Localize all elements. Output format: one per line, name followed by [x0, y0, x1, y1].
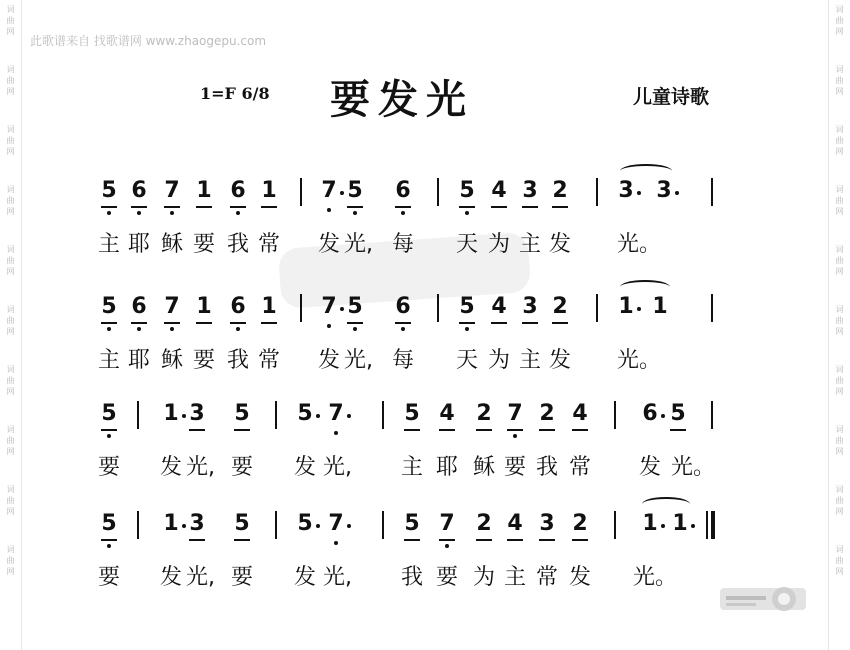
eighth-underline: [459, 322, 475, 324]
augmentation-dot: [316, 524, 320, 528]
margin-strip-char: 词: [835, 5, 844, 14]
low-octave-dot: [465, 327, 469, 331]
eighth-underline: [347, 322, 363, 324]
lyric-syllable: 我: [226, 232, 249, 257]
margin-strip-char: 词: [6, 5, 15, 14]
eighth-underline: [552, 206, 568, 208]
note: 5: [343, 294, 367, 320]
margin-strip-char: 网: [6, 507, 15, 516]
note: 2: [568, 511, 592, 537]
lyric-syllable: 光,: [344, 348, 373, 373]
margin-strip-char: 曲: [6, 76, 15, 85]
margin-strip-char: 曲: [835, 556, 844, 565]
note: 4: [568, 401, 592, 427]
low-octave-dot: [334, 431, 338, 435]
low-octave-dot: [107, 434, 111, 438]
note: 7: [435, 511, 459, 537]
margin-strip-block: [7, 64, 15, 124]
margin-strip-char: 曲: [6, 136, 15, 145]
lyric-syllable: 耶: [127, 232, 150, 257]
margin-strip-char: 词: [6, 65, 15, 74]
score-row: [0, 393, 850, 493]
margin-strip-char: 词: [6, 245, 15, 254]
margin-strip-char: 曲: [6, 16, 15, 25]
final-barline-thick: [711, 511, 715, 539]
note: 6: [642, 401, 658, 426]
low-octave-dot: [465, 211, 469, 215]
eighth-underline: [261, 322, 277, 324]
note: 6: [127, 294, 151, 320]
source-note: 此歌谱来自 找歌谱网 www.zhaogepu.com: [30, 34, 267, 48]
margin-strip-char: 词: [6, 125, 15, 134]
eighth-underline: [404, 539, 420, 541]
lyric-syllable: 光。: [633, 565, 678, 590]
lyric-syllable: 我: [535, 455, 558, 480]
low-octave-dot: [401, 211, 405, 215]
margin-strip-char: 网: [835, 327, 844, 336]
low-octave-dot: [445, 544, 449, 548]
barline: [137, 401, 139, 429]
eighth-underline: [476, 539, 492, 541]
margin-strip-char: 词: [6, 545, 15, 554]
note: 3: [656, 178, 672, 203]
eighth-underline: [439, 429, 455, 431]
eighth-underline: [230, 322, 246, 324]
eighth-underline: [395, 322, 411, 324]
note: 5: [455, 178, 479, 204]
margin-strip-char: 词: [835, 65, 844, 74]
eighth-underline: [476, 429, 492, 431]
margin-strip-char: 曲: [835, 436, 844, 445]
low-octave-dot: [353, 211, 357, 215]
note: 5: [343, 178, 367, 204]
lyric-syllable: 光,: [186, 565, 215, 590]
eighth-underline: [539, 539, 555, 541]
note: 5: [297, 401, 313, 426]
eighth-underline: [572, 539, 588, 541]
low-octave-dot: [353, 327, 357, 331]
margin-strip-char: 网: [835, 447, 844, 456]
barline: [711, 294, 713, 322]
note: 1: [163, 511, 179, 536]
margin-strip-char: 曲: [6, 316, 15, 325]
lyric-syllable: 常: [568, 455, 591, 480]
lyric-syllable: 光,: [344, 232, 373, 257]
lyric-syllable: 光,: [186, 455, 215, 480]
margin-strip-char: 曲: [835, 196, 844, 205]
note: 6: [226, 178, 250, 204]
margin-strip-char: 词: [835, 185, 844, 194]
lyric-syllable: 光。: [617, 348, 662, 373]
barline: [437, 178, 439, 206]
barline: [382, 401, 384, 429]
note: 6: [127, 178, 151, 204]
eighth-underline: [164, 322, 180, 324]
lyric-syllable: 要: [192, 232, 215, 257]
eighth-underline: [131, 206, 147, 208]
eighth-underline: [234, 429, 250, 431]
margin-strip-char: 词: [835, 305, 844, 314]
barline: [596, 294, 598, 322]
note: 1: [642, 511, 658, 536]
lyric-syllable: 要: [97, 455, 120, 480]
low-octave-dot: [327, 208, 331, 212]
low-octave-dot: [170, 211, 174, 215]
note: 3: [185, 401, 209, 427]
margin-strip-char: 词: [6, 485, 15, 494]
note: 2: [535, 401, 559, 427]
margin-strip-char: 词: [6, 425, 15, 434]
low-octave-dot: [401, 327, 405, 331]
note: 4: [435, 401, 459, 427]
note: 3: [185, 511, 209, 537]
lyric-syllable: 主: [518, 232, 541, 257]
note: 6: [391, 178, 415, 204]
barline: [437, 294, 439, 322]
eighth-underline: [539, 429, 555, 431]
lyric-syllable: 发: [638, 455, 661, 480]
margin-strip-char: 网: [6, 147, 15, 156]
lyric-syllable: 发: [317, 348, 340, 373]
eighth-underline: [404, 429, 420, 431]
lyric-syllable: 主: [518, 348, 541, 373]
note: 5: [400, 401, 424, 427]
tie-arc: [620, 164, 672, 178]
low-octave-dot: [334, 541, 338, 545]
eighth-underline: [572, 429, 588, 431]
augmentation-dot: [316, 414, 320, 418]
lyric-syllable: 每: [391, 232, 414, 257]
lyric-syllable: 光。: [671, 455, 716, 480]
margin-strip-char: 词: [6, 305, 15, 314]
lyric-syllable: 发: [293, 565, 316, 590]
margin-strip-block: [7, 4, 15, 64]
margin-strip-char: 词: [835, 365, 844, 374]
lyric-syllable: 要: [503, 455, 526, 480]
low-octave-dot: [170, 327, 174, 331]
augmentation-dot: [661, 414, 665, 418]
note: 1: [257, 294, 281, 320]
barline: [711, 178, 713, 206]
margin-strip-char: 网: [6, 87, 15, 96]
margin-strip-char: 词: [835, 245, 844, 254]
margin-strip-char: 网: [6, 27, 15, 36]
lyric-syllable: 发: [317, 232, 340, 257]
note: 5: [97, 178, 121, 204]
eighth-underline: [196, 322, 212, 324]
margin-strip-char: 网: [835, 267, 844, 276]
margin-strip-char: 网: [835, 147, 844, 156]
lyric-syllable: 我: [226, 348, 249, 373]
lyric-syllable: 要: [230, 455, 253, 480]
lyric-syllable: 发: [568, 565, 591, 590]
note: 5: [97, 294, 121, 320]
margin-strip-char: 词: [835, 425, 844, 434]
margin-strip-char: 曲: [835, 76, 844, 85]
note: 5: [97, 511, 121, 537]
lyric-syllable: 发: [159, 455, 182, 480]
note: 1: [163, 401, 179, 426]
eighth-underline: [189, 539, 205, 541]
margin-strip-char: 网: [6, 387, 15, 396]
augmentation-dot: [637, 191, 641, 195]
margin-strip-char: 词: [835, 545, 844, 554]
site-logo: [720, 580, 806, 618]
margin-strip-char: 网: [835, 507, 844, 516]
note: 3: [518, 294, 542, 320]
barline: [614, 401, 616, 429]
lyric-syllable: 常: [535, 565, 558, 590]
note: 1: [257, 178, 281, 204]
lyric-syllable: 发: [548, 348, 571, 373]
eighth-underline: [131, 322, 147, 324]
lyric-syllable: 为: [472, 565, 495, 590]
note: 7: [317, 178, 341, 204]
barline: [300, 294, 302, 322]
low-octave-dot: [236, 211, 240, 215]
eighth-underline: [459, 206, 475, 208]
eighth-underline: [522, 206, 538, 208]
low-octave-dot: [107, 211, 111, 215]
eighth-underline: [189, 429, 205, 431]
note: 5: [666, 401, 690, 427]
augmentation-dot: [691, 524, 695, 528]
note: 5: [97, 401, 121, 427]
note: 7: [324, 511, 348, 537]
note: 3: [618, 178, 634, 203]
note: 1: [652, 294, 668, 319]
note: 6: [226, 294, 250, 320]
margin-strip-char: 曲: [835, 16, 844, 25]
margin-strip-char: 词: [6, 185, 15, 194]
lyricist-label: 儿童诗歌: [633, 86, 710, 108]
margin-strip-char: 曲: [835, 256, 844, 265]
barline: [300, 178, 302, 206]
final-barline-thin: [706, 511, 708, 539]
lyric-syllable: 每: [391, 348, 414, 373]
margin-strip-block: [836, 4, 844, 64]
note: 6: [391, 294, 415, 320]
barline: [137, 511, 139, 539]
margin-strip-char: 网: [835, 567, 844, 576]
lyric-syllable: 为: [487, 232, 510, 257]
lyric-syllable: 光,: [323, 565, 352, 590]
eighth-underline: [522, 322, 538, 324]
eighth-underline: [507, 429, 523, 431]
barline: [275, 511, 277, 539]
eighth-underline: [552, 322, 568, 324]
augmentation-dot: [661, 524, 665, 528]
lyric-syllable: 我: [400, 565, 423, 590]
note: 7: [503, 401, 527, 427]
lyric-syllable: 主: [97, 232, 120, 257]
note: 1: [192, 178, 216, 204]
lyric-syllable: 主: [503, 565, 526, 590]
margin-strip-char: 曲: [6, 376, 15, 385]
augmentation-dot: [637, 307, 641, 311]
key-signature: 1=F 6/8: [200, 84, 270, 103]
margin-strip-char: 网: [6, 207, 15, 216]
eighth-underline: [347, 206, 363, 208]
margin-strip-char: 曲: [835, 496, 844, 505]
lyric-syllable: 耶: [435, 455, 458, 480]
margin-strip-char: 网: [835, 207, 844, 216]
eighth-underline: [507, 539, 523, 541]
note: 5: [230, 511, 254, 537]
margin-strip-char: 网: [835, 87, 844, 96]
note: 5: [400, 511, 424, 537]
lyric-syllable: 天: [455, 348, 478, 373]
eighth-underline: [491, 206, 507, 208]
note: 7: [324, 401, 348, 427]
margin-strip-char: 网: [835, 27, 844, 36]
note: 5: [297, 511, 313, 536]
margin-strip-char: 曲: [6, 256, 15, 265]
barline: [596, 178, 598, 206]
lyric-syllable: 耶: [127, 348, 150, 373]
eighth-underline: [196, 206, 212, 208]
barline: [614, 511, 616, 539]
low-octave-dot: [513, 434, 517, 438]
lyric-syllable: 发: [293, 455, 316, 480]
score-row: [0, 286, 850, 386]
augmentation-dot: [675, 191, 679, 195]
eighth-underline: [101, 206, 117, 208]
note: 7: [317, 294, 341, 320]
note: 2: [472, 401, 496, 427]
note: 1: [618, 294, 634, 319]
low-octave-dot: [107, 327, 111, 331]
margin-strip-char: 曲: [835, 316, 844, 325]
score-row: [0, 170, 850, 270]
lyric-syllable: 主: [97, 348, 120, 373]
lyric-syllable: 常: [257, 232, 280, 257]
lyric-syllable: 要: [230, 565, 253, 590]
note: 2: [472, 511, 496, 537]
eighth-underline: [670, 429, 686, 431]
lyric-syllable: 常: [257, 348, 280, 373]
lyric-syllable: 发: [548, 232, 571, 257]
note: 2: [548, 294, 572, 320]
low-octave-dot: [137, 211, 141, 215]
margin-strip-char: 词: [835, 125, 844, 134]
low-octave-dot: [236, 327, 240, 331]
lyric-syllable: 为: [487, 348, 510, 373]
note: 7: [160, 178, 184, 204]
margin-strip-char: 曲: [835, 136, 844, 145]
note: 1: [192, 294, 216, 320]
note: 4: [487, 294, 511, 320]
margin-strip-char: 网: [6, 567, 15, 576]
note: 3: [518, 178, 542, 204]
eighth-underline: [101, 322, 117, 324]
tie-arc: [620, 280, 670, 294]
margin-strip-char: 曲: [6, 196, 15, 205]
eighth-underline: [395, 206, 411, 208]
page-title: 要发光: [330, 77, 474, 123]
augmentation-dot: [347, 414, 351, 418]
eighth-underline: [261, 206, 277, 208]
low-octave-dot: [107, 544, 111, 548]
barline: [275, 401, 277, 429]
margin-strip-char: 网: [6, 327, 15, 336]
note: 4: [503, 511, 527, 537]
eighth-underline: [491, 322, 507, 324]
low-octave-dot: [137, 327, 141, 331]
augmentation-dot: [347, 524, 351, 528]
barline: [382, 511, 384, 539]
lyric-syllable: 天: [455, 232, 478, 257]
note: 3: [535, 511, 559, 537]
lyric-syllable: 要: [97, 565, 120, 590]
lyric-syllable: 主: [400, 455, 423, 480]
margin-strip-char: 曲: [835, 376, 844, 385]
lyric-syllable: 稣: [160, 232, 183, 257]
eighth-underline: [439, 539, 455, 541]
margin-strip-char: 词: [6, 365, 15, 374]
margin-strip-char: 网: [6, 267, 15, 276]
lyric-syllable: 稣: [160, 348, 183, 373]
lyric-syllable: 要: [192, 348, 215, 373]
margin-strip-char: 网: [6, 447, 15, 456]
eighth-underline: [101, 539, 117, 541]
note: 7: [160, 294, 184, 320]
lyric-syllable: 发: [159, 565, 182, 590]
margin-strip-char: 词: [835, 485, 844, 494]
eighth-underline: [101, 429, 117, 431]
note: 5: [455, 294, 479, 320]
note: 5: [230, 401, 254, 427]
eighth-underline: [230, 206, 246, 208]
margin-strip-char: 曲: [6, 496, 15, 505]
margin-strip-char: 网: [835, 387, 844, 396]
note: 2: [548, 178, 572, 204]
margin-strip-char: 曲: [6, 436, 15, 445]
margin-strip-char: 曲: [6, 556, 15, 565]
note: 1: [672, 511, 688, 536]
eighth-underline: [164, 206, 180, 208]
low-octave-dot: [327, 324, 331, 328]
tie-arc: [642, 497, 690, 511]
lyric-syllable: 光。: [617, 232, 662, 257]
lyric-syllable: 稣: [472, 455, 495, 480]
margin-strip-block: [836, 64, 844, 124]
lyric-syllable: 光,: [323, 455, 352, 480]
eighth-underline: [234, 539, 250, 541]
note: 4: [487, 178, 511, 204]
barline: [711, 401, 713, 429]
lyric-syllable: 要: [435, 565, 458, 590]
